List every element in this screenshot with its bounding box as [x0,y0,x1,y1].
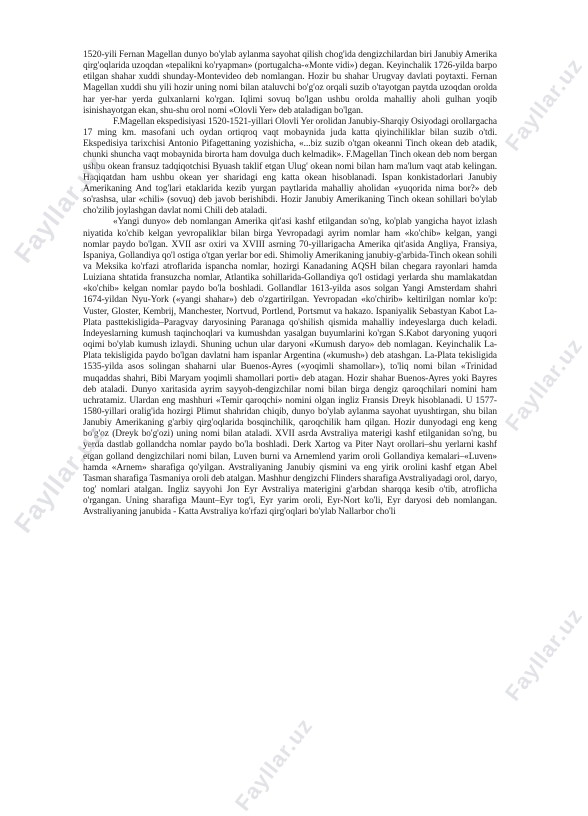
paragraph-1: 1520-yili Fernan Magellan dunyo bo'ylab aylanma sayohat qilish chog'ida dengizchilardan biri Janubiy Amerika qirg'oqlarida uzoqdan «tepalikni ko'ryapman» (portugalcha-«Monte vidi») degan. Keyinchalik 1726-yilda barpo etilgan shahar xuddi shunday-Montevideo deb nomlangan. Hozir bu shahar Urugvay davlati poytaxti. Fernan Magellan xuddi shu yili hozir uning nomi bilan ataluvchi bo'g'oz orqali suzib o'tayotgan paytda uzoqdan orolda har yer-har yerda gulxanlarni ko'rgan. Iqlimi sovuq bo'lgan ushbu orolda mahalliy aholi gulhan yoqib isinishayotgan ekan, shu-shu orol nomi «Olovli Yer» deb ataladigan bo'lgan. [83,50,497,116]
watermark: Fayllar.uz [500,603,588,706]
paragraph-3: «Yangi dunyo» deb nomlangan Amerika qit'asi kashf etilgandan so'ng, ko'plab yangicha hayot izlash niyatida ko'chib kelgan yevropaliklar bilan birga Yevropadagi ayrim nomlar ham «ko'chib» kelgan, yangi nomlar paydo bo'lgan. XVII asr oxiri va XVIII asrning 70-yillarigacha Amerika qit'asida Angliya, Fransiya, Ispaniya, Gollandiya qo'l ostiga o'tgan yerlar bor edi. Shimoliy Amerikaning janubiy-g'arbida-Tinch okean sohili va Meksika ko'rfazi atroflarida ispancha nomlar, hozirgi Kanadaning AQSH bilan chegara rayonlari hamda Luiziana shtatida fransuzcha nomlar, Atlantika sohillarida-Gollandiya qo'l ostidagi yerlarda shu mamlakatdan «ko'chib» kelgan nomlar paydo bo'la boshladi. Gollandlar 1613-yilda asos solgan Yangi Amsterdam shahri 1674-yildan Nyu-York («yangi shahar») deb o'zgartirilgan. Yevropadan «ko'chirib» keltirilgan nomlar ko'p: Vuster, Gloster, Kembrij, Manchester, Nortvud, Portlend, Portsmut va hakazo. Ispaniyalik Sebastyan Kabot La-Plata pasttekisligida–Paragvay daryosining Paranaga qo'shilish qismida mahalliy indeyeslarga duch keladi. Indeyeslarning kumush taqinchoqlari va kumushdan yasalgan buyumlarini ko'rgan S.Kabot daryoning yuqori oqimi bo'ylab kumush izlaydi. Shuning uchun ular daryoni «Kumush daryo» deb nomlagan. Keyinchalik La-Plata tekisligida paydo bo'lgan davlatni ham ispanlar Argentina («kumush») deb atashgan. La-Plata tekisligida 1535-yilda asos solingan shaharni ular Buenos-Ayres («yoqimli shamollar»), to'liq nomi bilan «Trinidad muqaddas shahri, Bibi Maryam yoqimli shamollari porti» deb atagan. Hozir shahar Buenos-Ayres yoki Bayres deb ataladi. Dunyo xaritasida ayrim sayyoh-dengizchilar nomi bilan birga dengiz qaroqchilari nomini ham uchratamiz. Ulardan eng mashhuri «Temir qaroqchi» nomini olgan ingliz Fransis Dreyk hisoblanadi. U 1577-1580-yillari oralig'ida hozirgi Plimut shahridan chiqib, dunyo bo'ylab aylanma sayohat uyushtirgan, shu bilan Janubiy Amerikaning g'arbiy qirg'oqlarida bosqinchilik, qaroqchilik ham qilgan. Hozir dunyodagi eng keng bo'g'oz (Dreyk bo'g'ozi) uning nomi bilan ataladi. XVII asrda Avstraliya materigi kashf etilganidan so'ng, bu yerda dastlab gollandcha nomlar paydo bo'la boshladi. Derk Xartog va Piter Nayt orollari–shu yerlarni kashf etgan golland dengizchilari nomi bilan, Luven burni va Arnemlend yarim oroli Gollandiya kemalari–«Luven» hamda «Arnem» sharafiga qo'yilgan. Avstraliyaning Janubiy qismini va eng yirik orolini kashf etgan Abel Tasman sharafiga Tasmaniya oroli deb atalgan. Mashhur dengizchi Flinders sharafiga Avstraliyadagi orol, daryo, tog' nomlari atalgan. Ingliz sayyohi Jon Eyr Avstraliya materigini g'arbdan sharqqa kesib o'tib, atroflicha o'rgangan. Uning sharafiga Maunt–Eyr tog'i, Eyr yarim oroli, Eyr-Nort ko'li, Eyr daryosi deb nomlangan. Avstraliyaning janubida - Katta Avstraliya ko'rfazi qirg'oqlari bo'ylab Nallarbor cho'li [83,217,497,518]
watermark: Fayllar.uz [500,333,588,436]
document-body [83,50,497,519]
paragraph-2: F.Magellan ekspedisiyasi 1520-1521-yillari Olovli Yer orolidan Janubiy-Sharqiy Osiyodagi orollargacha 17 ming km. masofani uch oydan ortiqroq vaqt mobaynida juda katta qiyinchiliklar bilan suzib o'tdi. Ekspedisiya tarixchisi Antonio Pifagettaning yozishicha, «...biz suzib o'tgan okeanni Tinch okean deb atadik, chunki shuncha vaqt mobaynida birorta ham dovulga duch kelmadik». F.Magellan Tinch okean deb nom bergan ushbu okean fransuz tadqiqotchisi Byuash taklif etgan Ulug' okean nomi bilan ham ma'lum vaqt atab kelingan. Haqiqatdan ham ushbu okean yer sharidagi eng katta okean hisoblanadi. Ispan konkistadorlari Janubiy Amerikaning And tog'lari etaklarida kezib yurgan paytlarida mahalliy aholidan «yuqorida nima bor?» deb so'rashsa, ular «chili» (sovuq) deb javob berishibdi. Hozir Janubiy Amerikaning Tinch okean sohillari bo'ylab cho'zilib joylashgan davlat nomi Chili deb ataladi. [83,116,497,217]
watermark: Fayllar.uz [8,418,111,539]
watermark: Fayllar.uz [500,53,588,156]
watermark: Fayllar.uz [230,713,318,816]
watermark: Fayllar.uz [8,148,111,269]
